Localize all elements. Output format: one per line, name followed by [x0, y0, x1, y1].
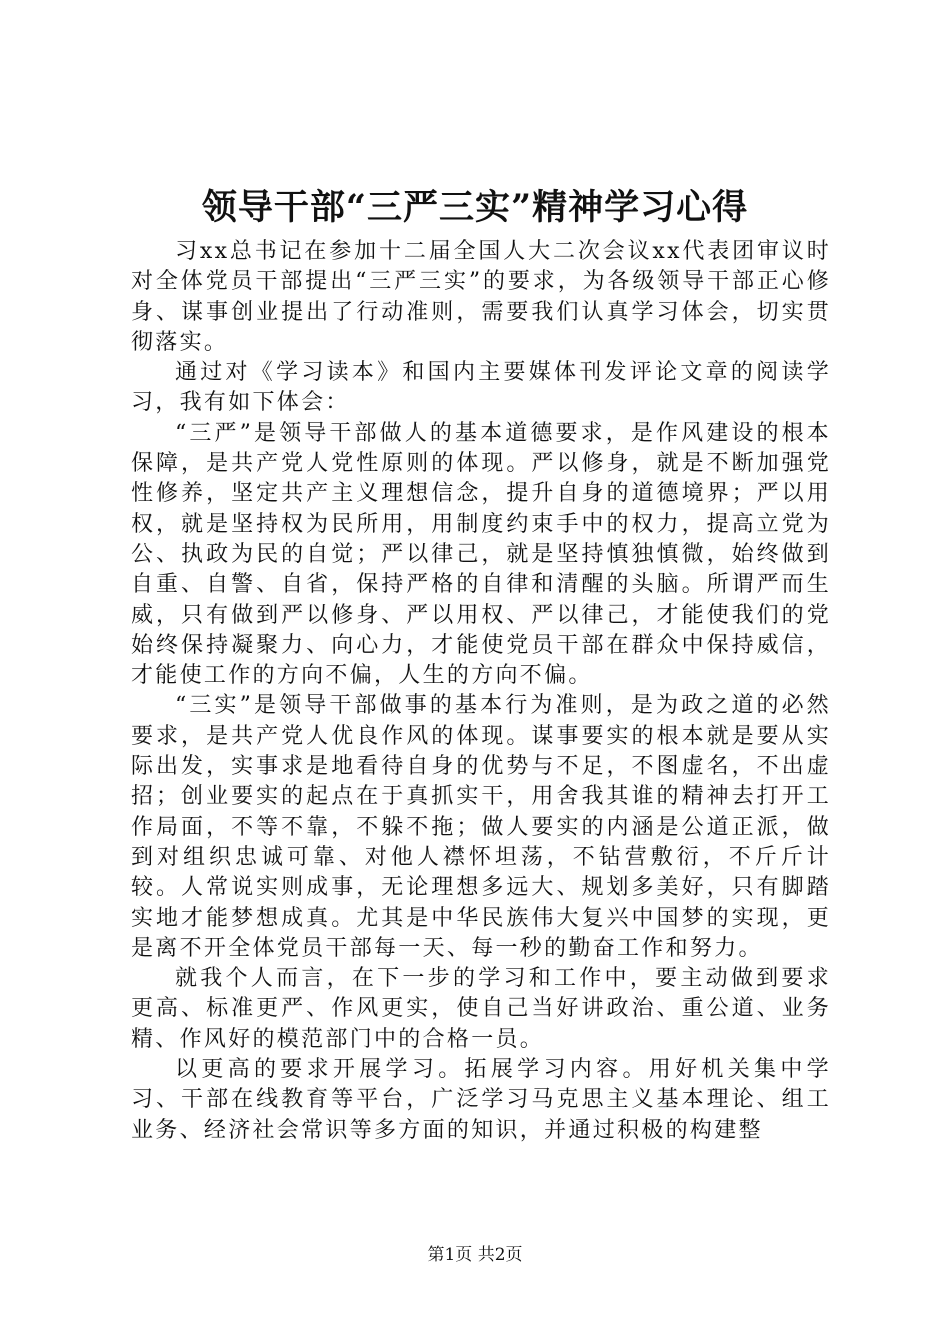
paragraph-5: 就我个人而言，在下一步的学习和工作中，要主动做到要求更高、标准更严、作风更实，使自己当好讲政治、重公道、业务精、作风好的模范部门中的合格一员。 [131, 966, 831, 1052]
paragraph-4: “三实”是领导干部做事的基本行为准则，是为政之道的必然要求，是共产党人优良作风的体现。谋事要实的根本就是要从实际出发，实事求是地看待自身的优势与不足，不图虚名，不出虚招；创业要实的起点在于真抓实干，用舍我其谁的精神去打开工作局面，不等不靠，不躲不拖；做人要实的内涵是公道正派，做到对组织忠诚可靠、对他人襟怀坦荡，不钻营敷衍，不斤斤计较。人常说实则成事，无论理想多远大、规划多美好，只有脚踏实地才能梦想成真。尤其是中华民族伟大复兴中国梦的实现，更是离不开全体党员干部每一天、每一秒的勤奋工作和努力。 [131, 693, 831, 961]
paragraph-1: 习xx总书记在参加十二届全国人大二次会议xx代表团审议时对全体党员干部提出“三严三实”的要求，为各级领导干部正心修身、谋事创业提出了行动准则，需要我们认真学习体会，切实贯彻落实。 [131, 239, 831, 355]
paragraph-2: 通过对《学习读本》和国内主要媒体刊发评论文章的阅读学习，我有如下体会： [131, 360, 831, 416]
paragraph-3: “三严”是领导干部做人的基本道德要求，是作风建设的根本保障，是共产党人党性原则的体现。严以修身，就是不断加强党性修养，坚定共产主义理想信念，提升自身的道德境界；严以用权，就是坚持权为民所用，用制度约束手中的权力，提高立党为公、执政为民的自觉；严以律己，就是坚持慎独慎微，始终做到自重、自警、自省，保持严格的自律和清醒的头脑。所谓严而生威，只有做到严以修身、严以用权、严以律己，才能使我们的党始终保持凝聚力、向心力，才能使党员干部在群众中保持威信，才能使工作的方向不偏，人生的方向不偏。 [131, 420, 831, 689]
document-title: 领导干部“三严三实”精神学习心得 [201, 187, 749, 228]
page-number-footer: 第1页 共2页 [427, 1245, 523, 1265]
paragraph-6: 以更高的要求开展学习。拓展学习内容。用好机关集中学习、干部在线教育等平台，广泛学习马克思主义基本理论、组工业务、经济社会常识等多方面的知识，并通过积极的构建整 [131, 1057, 831, 1143]
document-body [131, 237, 831, 1146]
